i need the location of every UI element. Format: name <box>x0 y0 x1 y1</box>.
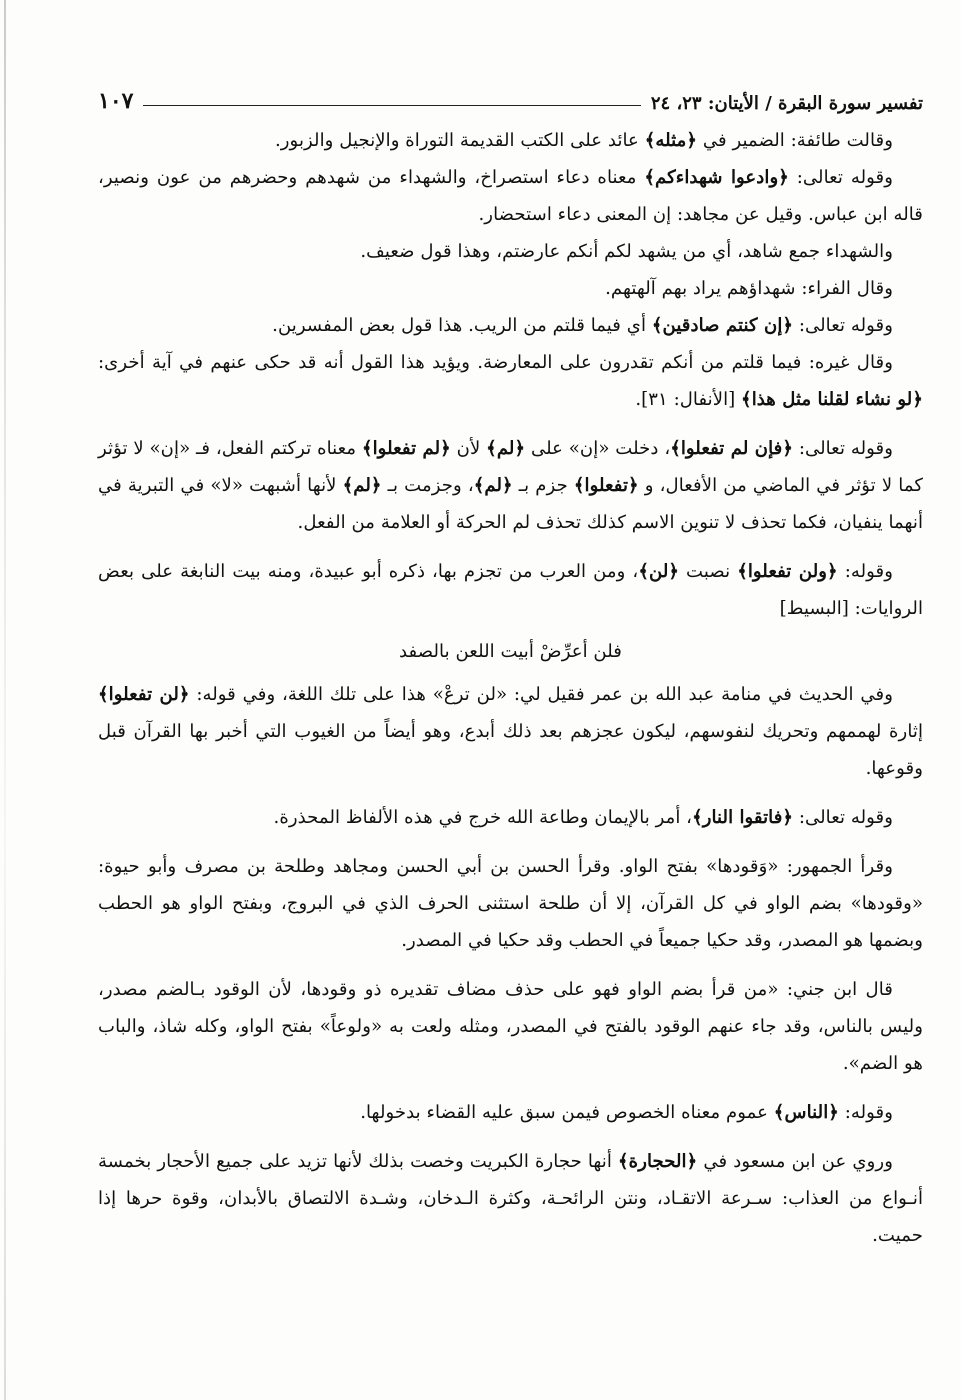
paragraph: وقوله: ﴿الناس﴾ عموم معناه الخصوص فيمن سبق عليه القضاء بدخولها. <box>360 1102 893 1123</box>
paragraph: وقرأ الجمهور: «وَقودها» بفتح الواو. وقرأ الحسن بن أبي الحسن ومجاهد وطلحة بن مصرف وأبو حيوة: «وقودها» بضم الواو في كل القرآن، إلا أن طلحة استثنى الحرف الذي في البروج، وبفتح الواو هو الحطب وبضمها هو المصدر، وقد حكيا جميعاً في الحطب وقد حكيا في المصدر. <box>98 856 923 951</box>
quran-citation: ﴿لو نشاء لقلنا مثل هذا﴾ <box>741 389 923 410</box>
quran-citation: ﴿فإن لم تفعلوا﴾ <box>670 438 793 459</box>
header-rule <box>143 105 640 106</box>
quran-citation: ﴿فاتقوا النار﴾ <box>692 807 794 828</box>
paragraph: وقوله: ﴿ولن تفعلوا﴾ نصبت ﴿لن﴾، ومن العرب من تجزم بها، ذكره أبو عبيدة، ومنه بيت النابغة على بعض الروايات: [البسيط] <box>98 561 923 619</box>
quran-citation: ﴿لم﴾ <box>486 438 526 459</box>
paragraph: وروي عن ابن مسعود في ﴿الحجارة﴾ أنها حجارة الكبريت وخصت بذلك لأنها تزيد على جميع الأحجار بخمسة أنـواع من العذاب: سـرعة الاتقـاد، ونتن الرائحـة، وكثرة الـدخان، وشـدة الالتصاق بالأبدان، وقوة حرها إذا حميت. <box>98 1151 923 1246</box>
paragraph: والشهداء جمع شاهد، أي من يشهد لكم أنكم عارضتم، وهذا قول ضعيف. <box>360 241 893 262</box>
page-number: ١٠٧ <box>98 88 134 114</box>
paragraph: وقوله تعالى: ﴿فاتقوا النار﴾، أمر بالإيمان وطاعة الله خرج في هذه الألفاظ المحذرة. <box>273 807 893 828</box>
paragraph: وقوله تعالى: ﴿وادعوا شهداءكم﴾ معناه دعاء استصراخ، والشهداء من شهدهم وحضرهم من عون ونصير، قاله ابن عباس. وقيل عن مجاهد: إن المعنى دعاء استحضار. <box>98 167 923 225</box>
quran-citation: ﴿ولن تفعلوا﴾ <box>737 561 838 582</box>
quran-citation: ﴿تفعلوا﴾ <box>573 475 639 496</box>
quran-citation: ﴿الناس﴾ <box>773 1102 839 1123</box>
quran-citation: ﴿لن﴾ <box>638 561 680 582</box>
paragraph: وقال الفراء: شهداؤهم يراد بهم آلهتهم. <box>605 278 893 299</box>
poem-verse: فلن أعرِّضْ أبيت اللعن بالصفد <box>399 641 622 662</box>
quran-citation: ﴿لم تفعلوا﴾ <box>361 438 451 459</box>
body-text <box>98 122 923 1254</box>
quran-citation: ﴿إن كنتم صادقين﴾ <box>651 315 794 336</box>
running-header <box>98 84 923 114</box>
paragraph: وفي الحديث في منامة عبد الله بن عمر فقيل لي: «لن ترعْ» هذا على تلك اللغة، وفي قوله: ﴿لن تفعلوا﴾ إثارة لهممهم وتحريك لنفوسهم، ليكون عجزهم بعد ذلك أبدع، وهو أيضاً من الغيوب التي أخبر بها القرآن قبل وقوعها. <box>98 684 923 779</box>
header-title: تفسير سورة البقرة / الأيتان: ٢٣، ٢٤ <box>650 93 923 114</box>
paragraph: وقوله تعالى: ﴿إن كنتم صادقين﴾ أي فيما قلتم من الريب. هذا قول بعض المفسرين. <box>272 315 893 336</box>
scan-edge-shadow <box>4 0 6 1400</box>
paragraph: وقال غيره: فيما قلتم من أنكم تقدرون على المعارضة. ويؤيد هذا القول أنه قد حكى عنهم في آية أخرى: ﴿لو نشاء لقلنا مثل هذا﴾ [الأنفال: ٣١]. <box>98 352 923 410</box>
paragraph: وقالت طائفة: الضمير في ﴿مثله﴾ عائد على الكتب القديمة التوراة والإنجيل والزبور. <box>274 130 893 151</box>
quran-citation: ﴿لم﴾ <box>342 475 382 496</box>
paragraph: وقوله تعالى: ﴿فإن لم تفعلوا﴾، دخلت «إن» على ﴿لم﴾ لأن ﴿لم تفعلوا﴾ معناه تركتم الفعل، فـ «إن» لا تؤثر كما لا تؤثر في الماضي من الأفعال، و ﴿تفعلوا﴾ جزم بـ ﴿لم﴾، وجزمت بـ ﴿لم﴾ لأنها أشبهت «لا» في التبرية في أنهما ينفيان، فكما تحذف لا تنوين الاسم كذلك تحذف لم الحركة أو العلامة من الفعل. <box>98 438 923 533</box>
quran-citation: ﴿الحجارة﴾ <box>618 1151 698 1172</box>
quran-citation: ﴿مثله﴾ <box>644 130 698 151</box>
quran-citation: ﴿لم﴾ <box>473 475 513 496</box>
quran-citation: ﴿لن تفعلوا﴾ <box>98 684 190 705</box>
paragraph: قال ابن جني: «من قرأ بضم الواو فهو على حذف مضاف تقديره ذو وقودها، لأن الوقود بـالضم مصدر، وليس بالناس، وقد جاء عنهم الوقود بالفتح في المصدر، ومثله ولعت به «ولوعاً» بفتح الواو، وكله شاذ، والباب هو الضم». <box>98 979 923 1074</box>
quran-citation: ﴿وادعوا شهداءكم﴾ <box>644 167 789 188</box>
